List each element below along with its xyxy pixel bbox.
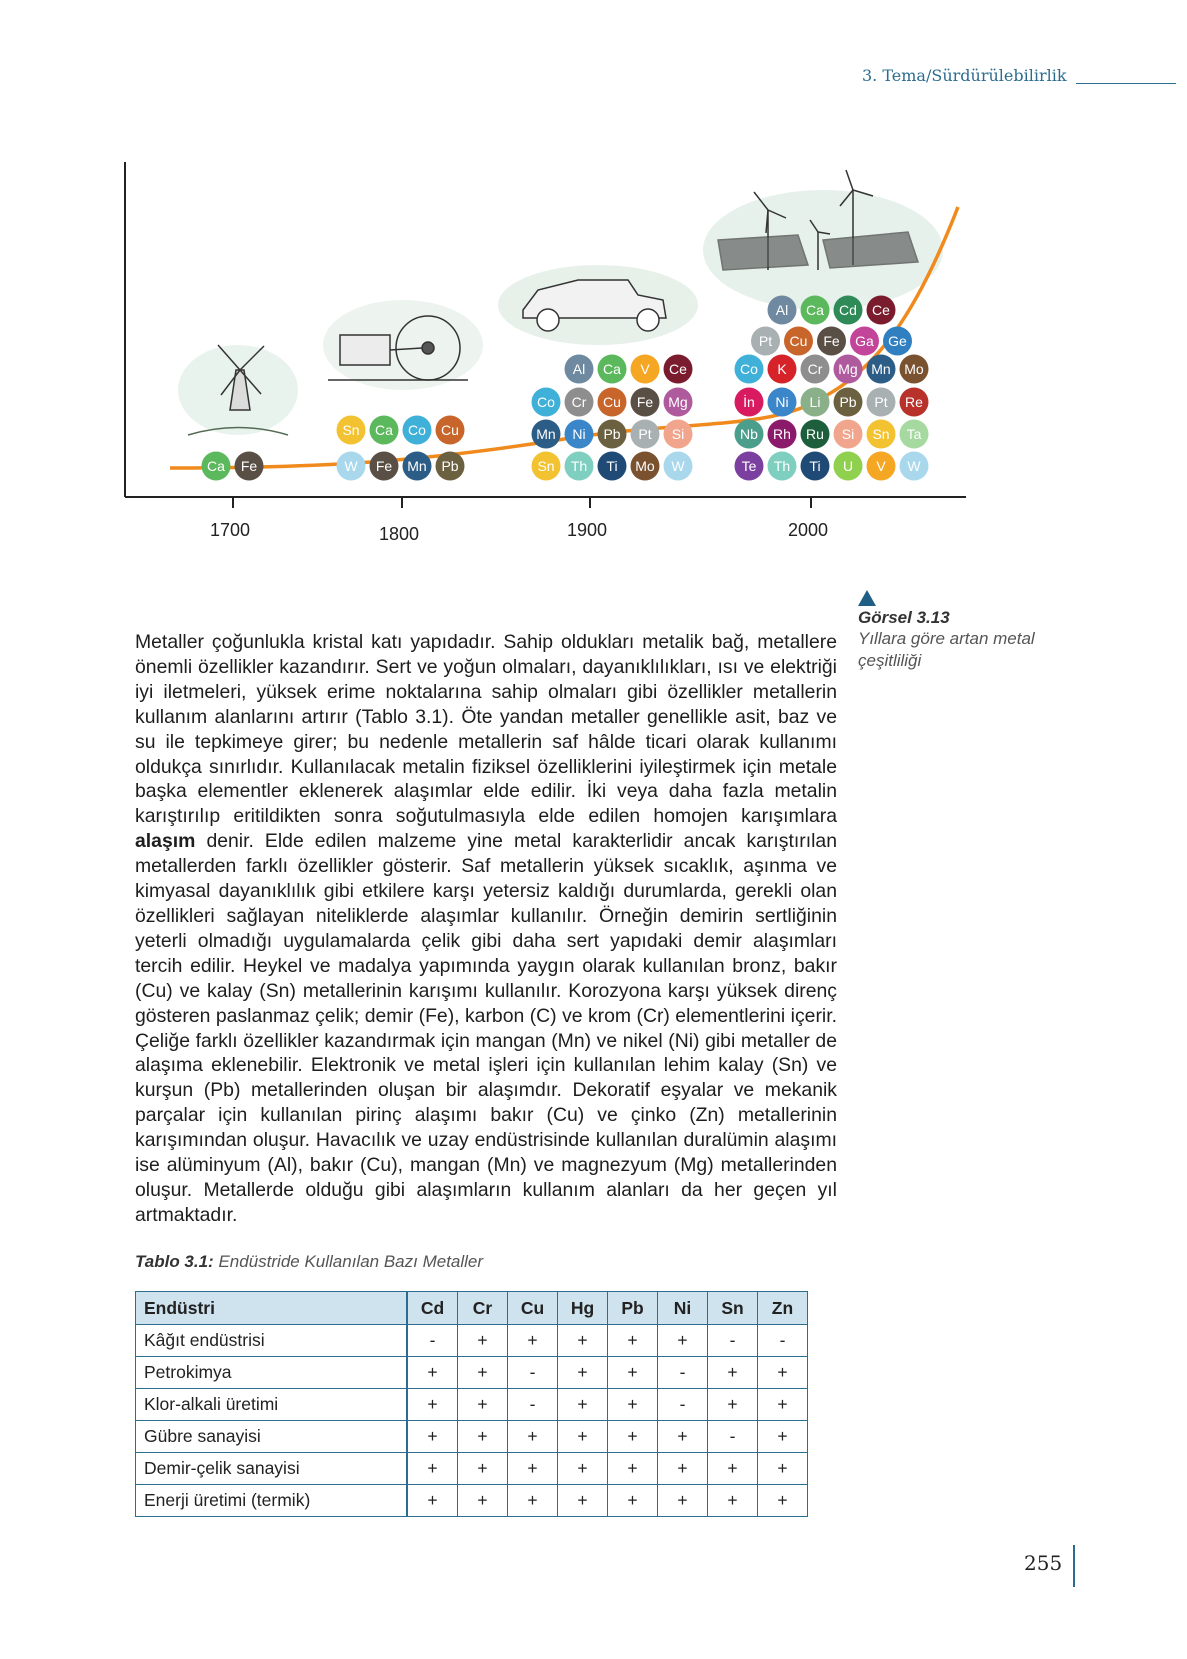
element-symbol: Ge [888,333,907,349]
usage-cell: - [708,1325,758,1357]
header-metal: Pb [608,1292,658,1325]
industry-name-cell: Kâğıt endüstrisi [136,1325,408,1357]
caption-triangle-icon [858,590,876,606]
element-symbol: Li [809,394,821,410]
body-text-part1: Metaller çoğunlukla kristal katı yapıdadır. Sahip oldukları metalik bağ, metallere önemli özellikler kazandırır. Sert ve yoğun olmaları, dayanıklılıkları, ısı ve elektriği iyi iletmeleri, yüksek erime noktalarına sahip olmaları gibi özellikler metallerin kullanım alanlarını artırır (Tablo 3.1). Öte yandan metaller genellikle asit, baz ve su ile tepkimeye girer; bu nedenle metallerin saf hâlde ticari olarak kullanımı oldukça sınırlıdır. Kullanılacak metalin fiziksel özelliklerini iyileştirmek için metale başka elementler eklenerek alaşımlar elde edilir. İki veya daha fazla metalin karıştırılıp eritildikten sonra soğutulmasıyla elde edilen homojen karışımlara [135,631,837,828]
usage-cell: + [758,1485,808,1517]
usage-cell: + [608,1389,658,1421]
element-symbol: Pb [441,458,459,474]
industry-name-cell: Petrokimya [136,1357,408,1389]
element-symbol: Co [537,394,555,410]
table-title: Endüstride Kullanılan Bazı Metaller [218,1252,484,1271]
element-symbol: Fe [636,394,654,410]
element-symbol: Ca [603,361,621,377]
usage-cell: + [758,1389,808,1421]
usage-cell: + [508,1485,558,1517]
table-row [136,1389,808,1421]
element-symbol: Mn [871,361,891,377]
page-number-rule [1073,1545,1075,1587]
usage-cell: + [508,1325,558,1357]
element-symbol: V [876,458,886,474]
usage-cell: + [407,1421,458,1453]
element-symbol: Al [572,361,586,377]
chapter-header: 3. Tema/Sürdürülebilirlik [862,66,1067,85]
usage-cell: + [558,1325,608,1357]
usage-cell: + [558,1453,608,1485]
header-metal: Hg [558,1292,608,1325]
usage-cell: + [608,1485,658,1517]
element-symbol: Ce [872,302,890,318]
usage-cell: - [758,1325,808,1357]
element-symbol: Cr [807,361,823,377]
element-symbol: Pt [758,333,773,349]
usage-cell: + [758,1453,808,1485]
element-symbol: Cd [839,302,857,318]
usage-cell: + [407,1389,458,1421]
table-row [136,1421,808,1453]
body-paragraph [135,630,837,1228]
usage-cell: + [708,1389,758,1421]
element-symbol: Te [741,458,757,474]
usage-cell: + [458,1453,508,1485]
usage-cell: + [708,1485,758,1517]
element-symbol: Ti [809,458,821,474]
usage-cell: + [608,1325,658,1357]
element-symbol: Pt [638,426,652,442]
usage-cell: - [508,1357,558,1389]
year-label: 1800 [378,524,420,544]
usage-cell: + [508,1453,558,1485]
industry-name-cell: Enerji üretimi (termik) [136,1485,408,1517]
header-metal: Cr [458,1292,508,1325]
element-symbol: W [671,458,685,474]
element-symbol: Th [570,458,588,474]
header-metal: Cd [407,1292,458,1325]
element-symbol: Nb [740,426,758,442]
page-number: 255 [1024,1551,1063,1575]
element-symbol: Pb [839,394,857,410]
usage-cell: + [407,1453,458,1485]
element-symbol: Mn [407,458,427,474]
element-symbol: Ga [855,333,874,349]
usage-cell: + [407,1357,458,1389]
usage-cell: + [658,1421,708,1453]
header-metal: Sn [708,1292,758,1325]
industry-name-cell: Klor-alkali üretimi [136,1389,408,1421]
header-rule [1076,83,1176,84]
header-metal: Ni [658,1292,708,1325]
element-symbol: W [344,458,358,474]
header-metal: Zn [758,1292,808,1325]
industry-name-cell: Demir-çelik sanayisi [136,1453,408,1485]
usage-cell: + [458,1389,508,1421]
usage-cell: + [458,1485,508,1517]
element-symbol: Sn [342,422,360,438]
usage-cell: + [708,1357,758,1389]
element-symbol: Cu [603,394,621,410]
body-text-part2: denir. Elde edilen malzeme yine metal karakterlidir ancak karıştırılan metallerden farklı özellikler gösterir. Saf metallerin yüksek sıcaklık, aşınma ve kimyasal dayanıklılık gibi etkilere karşı yetersiz kaldığı durumlarda, gerekli olan özellikleri sağlayan niteliklerde alaşımlar kullanılır. Örneğin demirin sertliğinin yeterli olmadığı uygulamalarda çelik gibi daha sert yapıdaki demir alaşımları tercih edilir. Heykel ve madalya yapımında yaygın olarak kullanılan bronz, bakır (Cu) ve kalay (Sn) metallerinin karışımı kullanılır. Korozyona karşı yüksek direnç gösteren paslanmaz çelik; demir (Fe), karbon (C) ve krom (Cr) elementlerini içerir. Çeliğe farklı özellikler kazandırmak için mangan (Mn) ve nikel (Ni) gibi metaller de alaşıma eklenebilir. Elektronik ve metal işleri için kullanılan lehim kalay (Sn) ve kurşun (Pb) metallerinden oluşan bir alaşımdır. Dekoratif eşyalar ve mekanik parçalar için kullanılan pirinç alaşımı bakır (Cu) ve çinko (Zn) metallerinin karışımından oluşur. Havacılık ve uzay endüstrisinde kullanılan duralümin alaşımı ise alüminyum (Al), bakır (Cu), mangan (Mn) ve magnezyum (Mg) metallerinden oluşur. Metallerde olduğu gibi alaşımların kullanım alanları da her geçen yıl artmaktadır. [135,830,837,1226]
year-label: 1700 [209,520,251,540]
element-symbol: Cu [789,333,808,349]
usage-cell: + [658,1485,708,1517]
element-symbol: Ce [669,361,687,377]
usage-cell: + [458,1325,508,1357]
element-symbol: Cr [571,394,587,410]
table-row [136,1325,808,1357]
element-symbol: Rh [773,426,791,442]
element-symbol: Fe [375,458,393,474]
metal-timeline-figure [118,140,1038,580]
usage-cell: + [608,1357,658,1389]
usage-cell: - [508,1389,558,1421]
table-caption [135,1252,483,1272]
element-symbol: Mo [635,458,655,474]
element-symbol: Mg [838,361,858,377]
table-row [136,1453,808,1485]
usage-cell: + [558,1389,608,1421]
element-symbol: Th [773,458,791,474]
header-metal: Cu [508,1292,558,1325]
element-symbol: Pb [603,426,621,442]
usage-cell: - [658,1389,708,1421]
industry-name-cell: Gübre sanayisi [136,1421,408,1453]
element-symbol: Si [671,426,685,442]
usage-cell: + [758,1421,808,1453]
table-row [136,1485,808,1517]
table-header-row [136,1292,808,1325]
usage-cell: + [558,1421,608,1453]
element-symbol: Co [408,422,426,438]
usage-cell: + [658,1453,708,1485]
element-symbol: Re [905,394,923,410]
element-symbol: Ca [207,458,225,474]
element-symbol: Cu [441,422,459,438]
year-label: 1900 [566,520,608,540]
usage-cell: + [458,1421,508,1453]
usage-cell: + [558,1357,608,1389]
usage-cell: + [708,1453,758,1485]
element-symbol: Fe [823,333,840,349]
caption-title: Görsel 3.13 [858,608,950,627]
usage-cell: + [608,1421,658,1453]
element-symbol: Ta [906,426,922,442]
element-symbol: Pt [874,394,888,410]
element-symbol: Sn [537,458,555,474]
usage-cell: + [508,1421,558,1453]
usage-cell: + [758,1357,808,1389]
usage-cell: - [708,1421,758,1453]
element-symbol: Sn [872,426,890,442]
element-symbol: Al [775,302,789,318]
year-label: 2000 [787,520,829,540]
usage-cell: + [407,1485,458,1517]
table-label: Tablo 3.1: [135,1252,214,1271]
element-symbol: Mo [904,361,924,377]
table-row [136,1357,808,1389]
industry-metals-table [135,1291,808,1517]
figure-caption [858,590,1088,672]
element-symbol: Ru [806,426,824,442]
element-symbol: Ni [572,426,586,442]
element-symbol: Ca [806,302,824,318]
element-symbol: Mn [536,426,556,442]
element-symbol: İn [743,394,755,410]
usage-cell: + [658,1325,708,1357]
element-symbol: V [640,361,650,377]
usage-cell: + [558,1485,608,1517]
element-symbol: Ti [606,458,618,474]
element-symbol: Fe [240,458,258,474]
usage-cell: - [658,1357,708,1389]
element-symbol: W [907,458,921,474]
usage-cell: + [608,1453,658,1485]
element-symbol: Ni [775,394,789,410]
element-symbol: U [842,458,854,474]
element-symbol: Mg [668,394,688,410]
element-symbol: Co [740,361,758,377]
body-text-bold-term: alaşım [135,830,196,853]
element-symbol: Ca [375,422,393,438]
header-industry: Endüstri [136,1292,408,1325]
caption-text: Yıllara göre artan metal çeşitliliği [858,629,1035,670]
element-symbol: Si [841,426,855,442]
usage-cell: - [407,1325,458,1357]
element-symbol: K [777,361,787,377]
usage-cell: + [458,1357,508,1389]
